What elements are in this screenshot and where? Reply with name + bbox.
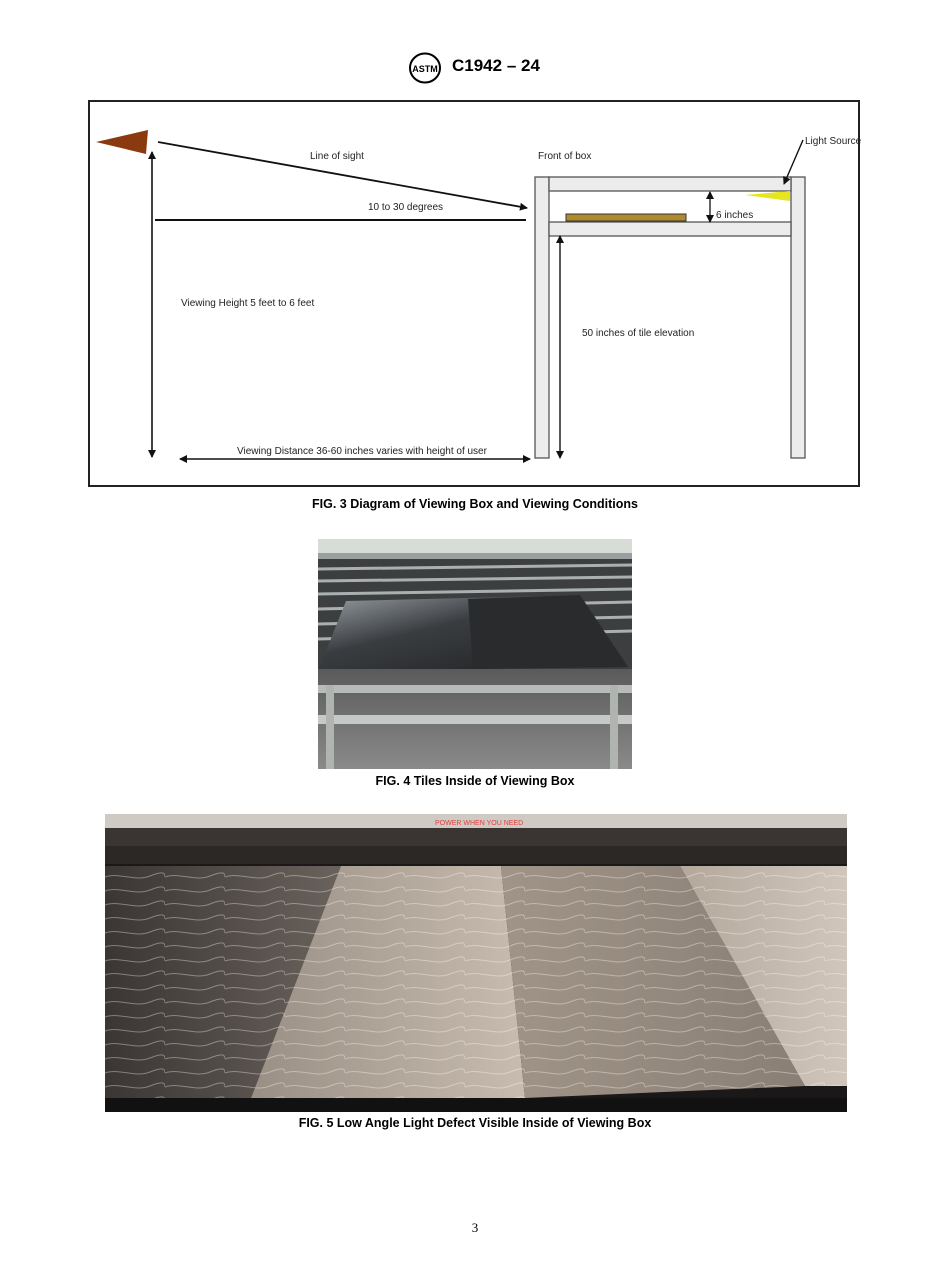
figure-3-diagram — [88, 100, 860, 487]
figure-4-caption: FIG. 4 Tiles Inside of Viewing Box — [375, 774, 575, 788]
page-number: 3 — [471, 1220, 479, 1235]
tile-sample — [566, 214, 686, 221]
label-viewing-distance: Viewing Distance 36-60 inches varies with height of user — [237, 446, 487, 457]
label-line-of-sight: Line of sight — [310, 151, 364, 162]
astm-logo-icon — [408, 52, 442, 84]
label-viewing-height: Viewing Height 5 feet to 6 feet — [181, 298, 315, 309]
label-six-inches: 6 inches — [716, 210, 754, 221]
label-light-source: Light Source — [805, 136, 862, 147]
label-front-of-box: Front of box — [538, 151, 592, 162]
eye-marker-icon — [96, 130, 148, 154]
figure-3-caption: FIG. 3 Diagram of Viewing Box and Viewing Conditions — [312, 497, 638, 511]
figure-5-photo — [105, 814, 847, 1112]
label-tile-elevation: 50 inches of tile elevation — [582, 328, 695, 339]
banner-text: POWER WHEN YOU NEED — [435, 820, 524, 827]
standard-designation: C1942 – 24 — [452, 56, 540, 75]
light-source-cone — [745, 191, 790, 201]
figure-4-photo — [318, 539, 632, 769]
page-header — [0, 52, 950, 86]
svg-text:ASTM: ASTM — [412, 64, 438, 74]
figure-5-caption: FIG. 5 Low Angle Light Defect Visible Inside of Viewing Box — [298, 1116, 652, 1130]
label-angle: 10 to 30 degrees — [368, 202, 444, 213]
